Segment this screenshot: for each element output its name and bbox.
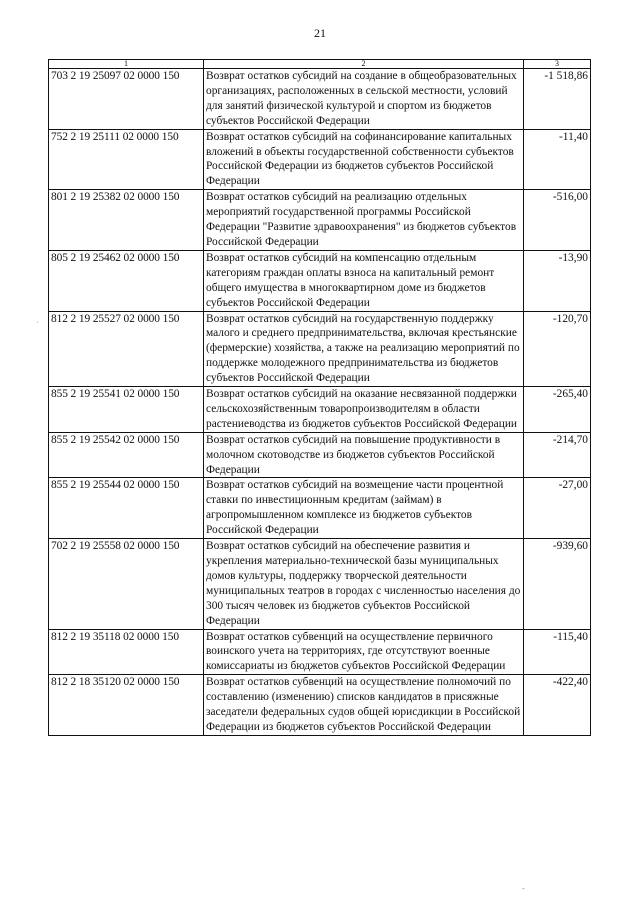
amount-cell: -27,00 <box>524 478 591 539</box>
table-row <box>49 311 591 387</box>
description-cell: Возврат остатков субсидий на реализацию отдельных мероприятий государственной программы Российской Федерации "Развитие здравоохранения" из бюджетов субъектов Российской Федерации <box>204 190 524 251</box>
amount-cell: -422,40 <box>524 675 591 736</box>
column-header-2: 2 <box>204 60 524 69</box>
budget-code-cell: 855 2 19 25541 02 0000 150 <box>49 387 204 433</box>
description-cell: Возврат остатков субсидий на обеспечение развития и укрепления материально-технической базы муниципальных домов культуры, поддержку творческой деятельности муниципальных театров в городах с численностью населения до 300 тысяч человек из бюджетов субъектов Российской Федерации <box>204 539 524 629</box>
scan-speck: - <box>522 884 525 893</box>
description-cell: Возврат остатков субсидий на создание в общеобразовательных организациях, расположенных в сельской местности, условий для занятий физической культурой и спортом из бюджетов субъектов Российской Федерации <box>204 69 524 130</box>
budget-table <box>48 59 591 736</box>
table-row <box>49 69 591 130</box>
budget-code-cell: 703 2 19 25097 02 0000 150 <box>49 69 204 130</box>
page-number: 21 <box>314 26 326 40</box>
amount-cell: -120,70 <box>524 311 591 387</box>
description-cell: Возврат остатков субсидий на компенсацию отдельным категориям граждан оплаты взноса на капитальный ремонт общего имущества в многоквартирном доме из бюджетов субъектов Российской Федерации <box>204 250 524 311</box>
table-row <box>49 675 591 736</box>
table-row <box>49 250 591 311</box>
table-row <box>49 629 591 675</box>
description-cell: Возврат остатков субсидий на повышение продуктивности в молочном скотоводстве из бюджетов субъектов Российской Федерации <box>204 432 524 478</box>
description-cell: Возврат остатков субсидий на возмещение части процентной ставки по инвестиционным кредитам (займам) в агропромышленном комплексе из бюджетов субъектов Российской Федерации <box>204 478 524 539</box>
budget-code-cell: 812 2 19 35118 02 0000 150 <box>49 629 204 675</box>
table-row <box>49 432 591 478</box>
scan-speck: · <box>36 318 39 327</box>
budget-code-cell: 752 2 19 25111 02 0000 150 <box>49 129 204 190</box>
amount-cell: -115,40 <box>524 629 591 675</box>
amount-cell: -265,40 <box>524 387 591 433</box>
amount-cell: -939,60 <box>524 539 591 629</box>
table-row <box>49 539 591 629</box>
table-row <box>49 387 591 433</box>
amount-cell: -11,40 <box>524 129 591 190</box>
table-row <box>49 478 591 539</box>
description-cell: Возврат остатков субсидий на оказание несвязанной поддержки сельскохозяйственным товаропроизводителям в области растениеводства из бюджетов субъектов Российской Федерации <box>204 387 524 433</box>
budget-code-cell: 805 2 19 25462 02 0000 150 <box>49 250 204 311</box>
table-row <box>49 129 591 190</box>
budget-code-cell: 812 2 18 35120 02 0000 150 <box>49 675 204 736</box>
amount-cell: -13,90 <box>524 250 591 311</box>
column-header-3: 3 <box>524 60 591 69</box>
amount-cell: -214,70 <box>524 432 591 478</box>
table-header-row <box>49 60 591 69</box>
budget-code-cell: 855 2 19 25542 02 0000 150 <box>49 432 204 478</box>
budget-code-cell: 812 2 19 25527 02 0000 150 <box>49 311 204 387</box>
amount-cell: -1 518,86 <box>524 69 591 130</box>
description-cell: Возврат остатков субвенций на осуществление полномочий по составлению (изменению) списков кандидатов в присяжные заседатели федеральных судов общей юрисдикции в Российской Федерации из бюджетов субъектов Российской Федерации <box>204 675 524 736</box>
budget-code-cell: 855 2 19 25544 02 0000 150 <box>49 478 204 539</box>
description-cell: Возврат остатков субсидий на софинансирование капитальных вложений в объекты государственной собственности субъектов Российской Федерации из бюджетов субъектов Российской Федерации <box>204 129 524 190</box>
budget-code-cell: 801 2 19 25382 02 0000 150 <box>49 190 204 251</box>
amount-cell: -516,00 <box>524 190 591 251</box>
description-cell: Возврат остатков субвенций на осуществление первичного воинского учета на территориях, где отсутствуют военные комиссариаты из бюджетов субъектов Российской Федерации <box>204 629 524 675</box>
table-row <box>49 190 591 251</box>
column-header-1: 1 <box>49 60 204 69</box>
description-cell: Возврат остатков субсидий на государственную поддержку малого и среднего предпринимательства, включая крестьянские (фермерские) хозяйства, а также на реализацию мероприятий по поддержке молодежного предпринимательства из бюджетов субъектов Российской Федерации <box>204 311 524 387</box>
budget-code-cell: 702 2 19 25558 02 0000 150 <box>49 539 204 629</box>
